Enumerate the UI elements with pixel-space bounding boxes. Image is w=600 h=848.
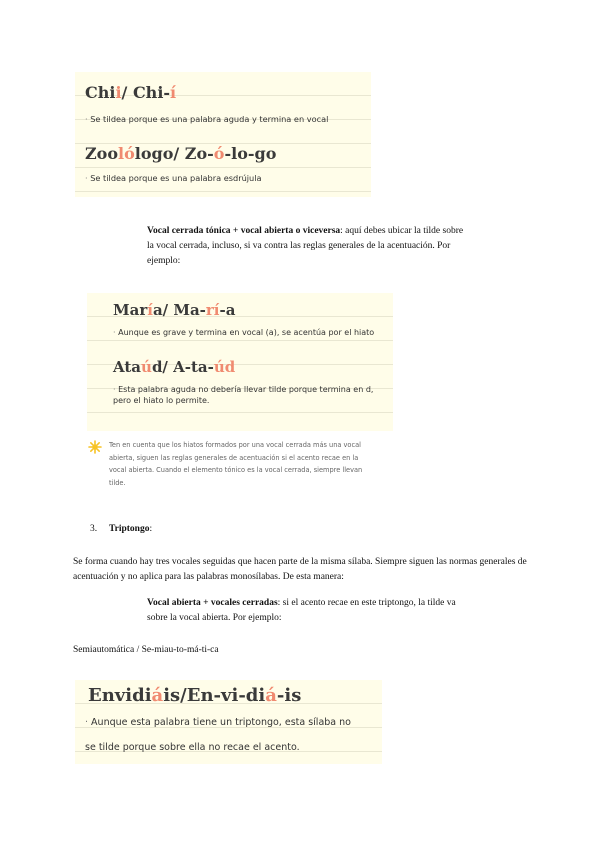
example-note: · Se tildea porque es una palabra esdrújula xyxy=(85,173,262,183)
example-card-1 xyxy=(75,72,371,197)
sun-icon xyxy=(88,440,102,454)
tip-text: Ten en cuenta que los hiatos formados por una vocal cerrada más una vocal abierta, siguen las reglas generales de acentuación si el acento recae en la vocal abierta. Cuando el elemento tónico es la vocal cerrada, siempre llevan tilde. xyxy=(109,441,363,487)
example-word-zoologo: Zoolólogo/ Zo-ó-lo-go xyxy=(85,144,277,163)
example-line: Semiautomática / Se-miau-to-má-ti-ca xyxy=(73,645,219,655)
example-card-2 xyxy=(87,293,393,431)
rule-paragraph: Vocal cerrada tónica + vocal abierta o viceversa: aquí debes ubicar la tilde sobre la vocal cerrada, incluso, si va contra las reglas generales de la acentuación. Por ejemplo: xyxy=(147,226,464,266)
example-note: · Aunque es grave y termina en vocal (a), se acentúa por el hiato xyxy=(113,328,375,337)
example-note: se tilde porque sobre ella no recae el acento. xyxy=(85,742,300,753)
example-word-envidiais: Envidiáis/En-vi-diá-is xyxy=(88,685,302,706)
triptongo-description: Se forma cuando hay tres vocales seguidas que hacen parte de la misma sílaba. Siempre siguen las normas generales de acentuación y no aplica para las palabras monosílabas. De esta manera: xyxy=(73,557,527,582)
example-word-chii: Chii/ Chi-í xyxy=(85,83,177,102)
example-word-maria: María/ Ma-rí-a xyxy=(113,301,236,319)
example-card-3 xyxy=(75,680,382,764)
section-heading: 3. Triptongo: xyxy=(90,524,153,534)
example-word-ataud: Ataúd/ A-ta-úd xyxy=(113,358,236,376)
rule-paragraph: Vocal abierta + vocales cerradas: si el acento recae en este triptongo, la tilde va sobre la vocal abierta. Por ejemplo: xyxy=(147,598,456,623)
example-note: · Se tildea porque es una palabra aguda y termina en vocal xyxy=(85,114,329,124)
example-note: · Aunque esta palabra tiene un triptongo, esta sílaba no xyxy=(85,717,351,728)
example-note: · Esta palabra aguda no debería llevar tilde porque termina en d, pero el hiato lo permite. xyxy=(113,385,374,405)
